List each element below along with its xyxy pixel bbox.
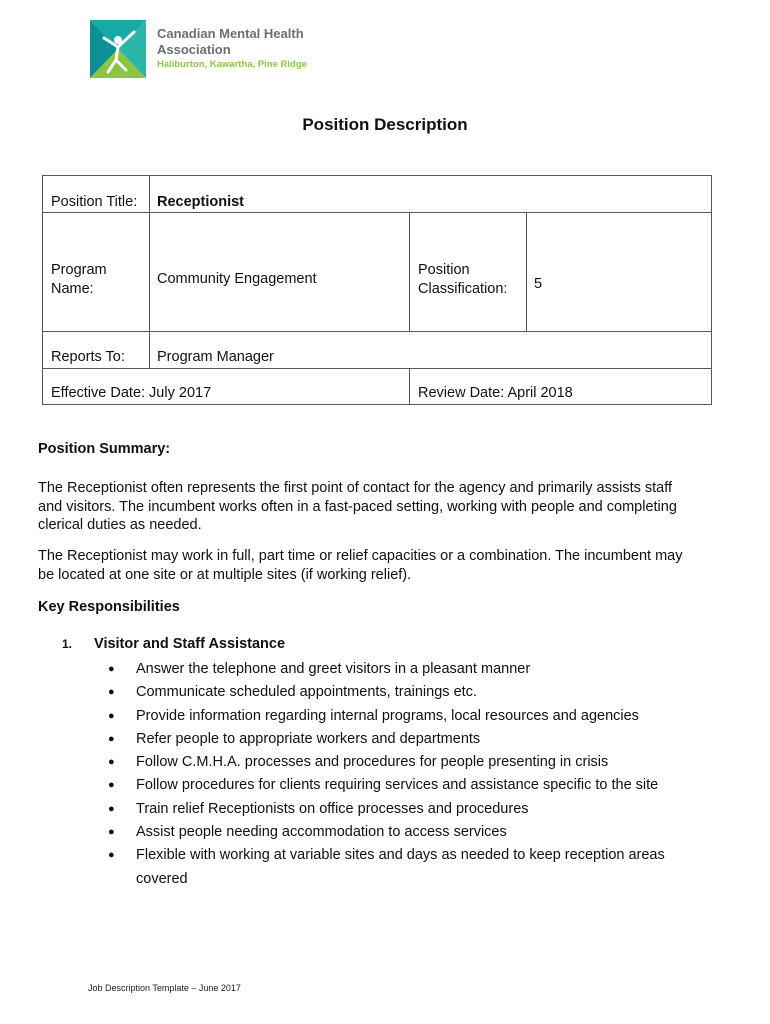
responsibility-bullet-list xyxy=(108,658,688,891)
list-item: ● Provide information regarding internal programs, local resources and agencies xyxy=(108,705,688,728)
table-rule xyxy=(409,212,410,331)
classification-value: 5 xyxy=(534,276,543,292)
list-item: ● Refer people to appropriate workers and departments xyxy=(108,728,688,751)
reports-to-label: Reports To: xyxy=(51,349,125,365)
position-info-table xyxy=(42,175,712,405)
page-title: Position Description xyxy=(302,115,468,134)
cmha-logo-icon xyxy=(90,20,146,78)
summary-paragraph-2: The Receptionist may work in full, part time or relief capacities or a combination. The incumbent may be located at one site or at multiple sites (if working relief). xyxy=(38,548,683,583)
org-name: Canadian Mental Health Association xyxy=(157,26,304,57)
list-item: ● Assist people needing accommodation to access services xyxy=(108,821,688,844)
key-responsibilities-heading: Key Responsibilities xyxy=(38,599,180,615)
bullet-icon: ● xyxy=(108,826,115,839)
list-item: ● Follow procedures for clients requiring services and assistance specific to the site xyxy=(108,774,688,797)
summary-paragraph-1: The Receptionist often represents the first point of contact for the agency and primarily assists staff and visitors. The incumbent works often in a fast-paced setting, working with people and completing clerical duties as needed. xyxy=(38,480,677,533)
table-rule xyxy=(409,368,410,405)
bullet-icon: ● xyxy=(108,756,115,769)
list-item: ● Flexible with working at variable sites and days as needed to keep reception areas covered xyxy=(108,844,688,891)
position-title-label: Position Title: xyxy=(51,194,138,210)
list-item: ● Train relief Receptionists on office processes and procedures xyxy=(108,798,688,821)
list-item: ● Follow C.M.H.A. processes and procedures for people presenting in crisis xyxy=(108,751,688,774)
list-item: ● Answer the telephone and greet visitors in a pleasant manner xyxy=(108,658,688,681)
list-item: ● Communicate scheduled appointments, trainings etc. xyxy=(108,681,688,704)
page-footer: Job Description Template – June 2017 xyxy=(88,983,241,993)
bullet-icon: ● xyxy=(108,802,115,815)
table-rule xyxy=(43,368,711,369)
bullet-icon: ● xyxy=(108,732,115,745)
review-date: Review Date: April 2018 xyxy=(418,385,573,401)
effective-date: Effective Date: July 2017 xyxy=(51,385,212,401)
program-name-value: Community Engagement xyxy=(157,271,317,287)
bullet-icon: ● xyxy=(108,709,115,722)
item-title: Visitor and Staff Assistance xyxy=(94,636,286,652)
bullet-icon: ● xyxy=(108,849,115,862)
item-number: 1. xyxy=(62,637,73,651)
bullet-icon: ● xyxy=(108,779,115,792)
cmha-logo xyxy=(90,20,310,82)
table-rule xyxy=(149,176,150,368)
org-subtitle: Haliburton, Kawartha, Pine Ridge xyxy=(157,59,307,70)
bullet-icon: ● xyxy=(108,686,115,699)
bullet-icon: ● xyxy=(108,663,115,675)
program-name-label: Program Name: xyxy=(51,262,107,297)
table-rule xyxy=(43,331,711,332)
table-rule xyxy=(526,212,527,331)
position-summary-heading: Position Summary: xyxy=(38,441,171,457)
classification-label: Position Classification: xyxy=(418,262,508,297)
position-title-value: Receptionist xyxy=(157,194,245,210)
responsibility-item-1 xyxy=(62,636,285,652)
reports-to-value: Program Manager xyxy=(157,349,274,365)
table-rule xyxy=(43,212,711,213)
